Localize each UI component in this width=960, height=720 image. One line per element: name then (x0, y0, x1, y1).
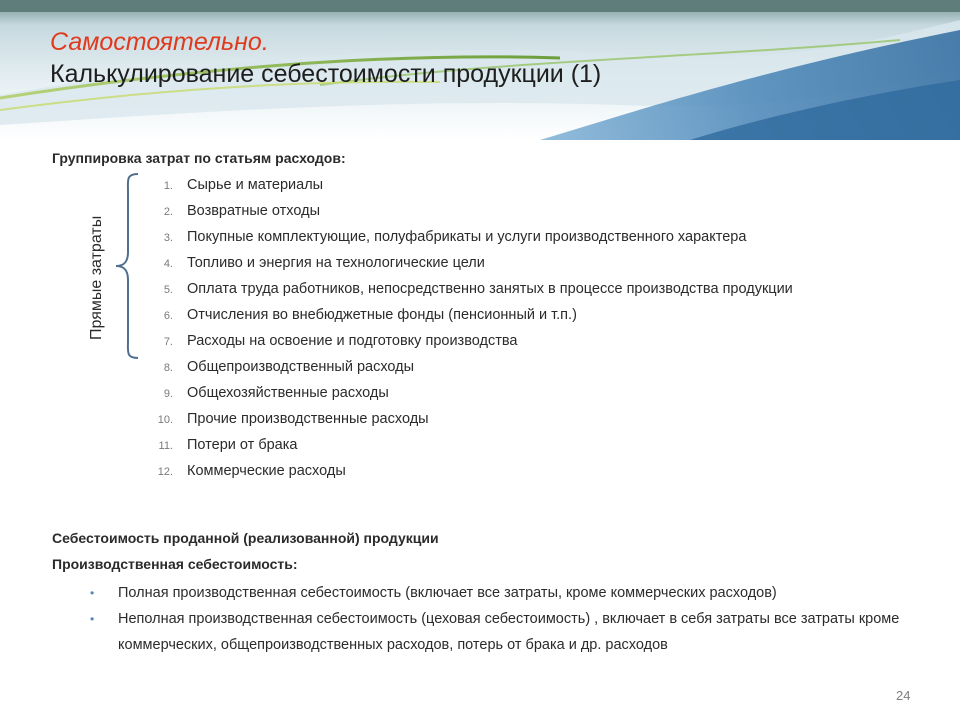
item-number: 4. (163, 258, 173, 270)
item-number: 8. (163, 362, 173, 374)
bullet-item (90, 580, 930, 606)
direct-costs-label: Прямые затраты (88, 215, 105, 340)
item-number: 9. (163, 388, 173, 400)
item-text: Общепроизводственный расходы (187, 359, 415, 375)
item-number: 3. (163, 232, 173, 244)
list-item (140, 406, 920, 432)
item-text: Общехозяйственные расходы (187, 385, 389, 401)
list-item (140, 302, 920, 328)
title-block (50, 26, 601, 90)
item-text: Сырье и материалы (187, 177, 324, 193)
title-self-study: Самостоятельно. (50, 28, 269, 56)
item-text: Оплата труда работников, непосредственно занятых в процессе производства продукции (187, 281, 793, 297)
grouping-heading: Группировка затрат по статьям расходов: (52, 150, 346, 166)
cost-items-list (140, 172, 920, 484)
list-item (140, 380, 920, 406)
sold-cost-heading: Себестоимость проданной (реализованной) продукции (52, 530, 439, 546)
item-text: Коммерческие расходы (187, 463, 346, 479)
item-number: 5. (163, 284, 173, 296)
item-text: Отчисления во внебюджетные фонды (пенсионный и т.п.) (187, 307, 577, 323)
page-number: 24 (896, 688, 911, 703)
bullet-text: Неполная производственная себестоимость (цеховая себестоимость) , включает в себя затраты все затраты кроме коммерческих, общепроизводственных расходов, потерь от брака и др. расходов (118, 611, 900, 653)
item-number: 10. (157, 414, 173, 426)
item-number: 2. (163, 206, 173, 218)
production-cost-bullets (90, 580, 930, 658)
item-number: 1. (163, 180, 173, 192)
list-item (140, 432, 920, 458)
list-item (140, 224, 920, 250)
item-number: 12. (157, 466, 173, 478)
list-item (140, 276, 920, 302)
list-item (140, 328, 920, 354)
item-text: Потери от брака (187, 437, 298, 453)
item-text: Покупные комплектующие, полуфабрикаты и услуги производственного характера (187, 229, 747, 245)
direct-costs-brace (110, 170, 140, 360)
list-item (140, 172, 920, 198)
item-text: Расходы на освоение и подготовку производства (187, 333, 518, 349)
item-number: 6. (163, 310, 173, 322)
item-text: Возвратные отходы (187, 203, 320, 219)
list-item (140, 250, 920, 276)
item-number: 7. (163, 336, 173, 348)
bullet-item (90, 606, 930, 658)
list-item (140, 198, 920, 224)
bullet-icon: • (90, 612, 95, 626)
item-text: Прочие производственные расходы (187, 411, 429, 427)
bullet-icon: • (90, 586, 95, 600)
production-cost-heading: Производственная себестоимость: (52, 556, 298, 572)
list-item (140, 354, 920, 380)
list-item (140, 458, 920, 484)
item-number: 11. (158, 440, 173, 452)
slide-title: Калькулирование себестоимости продукции (1) (50, 60, 602, 88)
bullet-text: Полная производственная себестоимость (включает все затраты, кроме коммерческих расходов) (118, 585, 777, 601)
item-text: Топливо и энергия на технологические цели (187, 255, 485, 271)
